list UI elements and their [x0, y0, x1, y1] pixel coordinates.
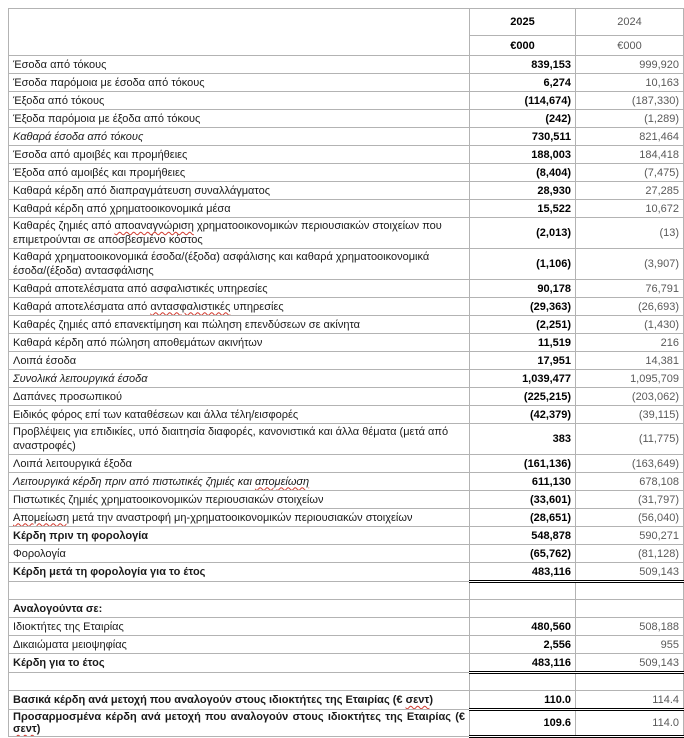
table-row — [9, 545, 684, 563]
table-row — [9, 473, 684, 491]
value-2025: 188,003 — [470, 146, 576, 164]
value-2024: 999,920 — [576, 56, 684, 74]
table-row — [9, 455, 684, 473]
value-2024: (203,062) — [576, 388, 684, 406]
row-label: Φορολογία — [9, 545, 470, 563]
value-2024: 10,163 — [576, 74, 684, 92]
misspelled-word: απομείωση — [254, 475, 310, 488]
value-2025: 1,039,477 — [470, 370, 576, 388]
row-label: Απομείωση μετά την αναστροφή μη-χρηματοοικονομικών περιουσιακών στοιχείων — [9, 509, 470, 527]
value-2025: 480,560 — [470, 618, 576, 636]
value-2025: (2,251) — [470, 316, 576, 334]
value-2024: (163,649) — [576, 455, 684, 473]
spacer-row — [9, 582, 684, 600]
table-row — [9, 316, 684, 334]
misspelled-word: σεντ — [13, 723, 37, 735]
row-label: Έσοδα από αμοιβές και προμήθειες — [9, 146, 470, 164]
misspelled-word: αποαναγνώριση — [114, 220, 194, 232]
value-2024: 76,791 — [576, 280, 684, 298]
table-row — [9, 406, 684, 424]
row-label: Ιδιοκτήτες της Εταιρίας — [9, 618, 470, 636]
table-row — [9, 388, 684, 406]
row-label: Έσοδα παρόμοια με έσοδα από τόκους — [9, 74, 470, 92]
value-2025: 11,519 — [470, 334, 576, 352]
row-label: Έσοδα από τόκους — [9, 56, 470, 74]
row-label: Προσαρμοσμένα κέρδη ανά μετοχή που αναλογούν στους ιδιοκτήτες της Εταιρίας (€ σεντ) — [9, 710, 470, 737]
row-label: Βασικά κέρδη ανά μετοχή που αναλογούν στους ιδιοκτήτες της Εταιρίας (€ σεντ) — [9, 691, 470, 710]
header-label-cell — [9, 9, 470, 56]
empty-cell — [576, 582, 684, 600]
row-label: Πιστωτικές ζημιές χρηματοοικονομικών περιουσιακών στοιχείων — [9, 491, 470, 509]
header-row-years — [9, 9, 684, 36]
value-2025: (114,674) — [470, 92, 576, 110]
row-label: Καθαρά αποτελέσματα από αντασφαλιστικές υπηρεσίες — [9, 298, 470, 316]
table-row — [9, 249, 684, 280]
value-2024: (3,907) — [576, 249, 684, 280]
row-label: Καθαρά χρηματοοικονομικά έσοδα/(έξοδα) ασφάλισης και καθαρά χρηματοοικονομικά έσοδα/(έξοδα) αντασφάλισης — [9, 249, 470, 280]
value-2025: 611,130 — [470, 473, 576, 491]
value-2025: 110.0 — [470, 691, 576, 710]
value-2024: (81,128) — [576, 545, 684, 563]
empty-cell — [576, 673, 684, 691]
value-2025: 28,930 — [470, 182, 576, 200]
value-2025: (8,404) — [470, 164, 576, 182]
table-row — [9, 56, 684, 74]
value-2025: 6,274 — [470, 74, 576, 92]
value-2024: 14,381 — [576, 352, 684, 370]
value-2024: 955 — [576, 636, 684, 654]
row-label: Προβλέψεις για επιδικίες, υπό διαιτησία διαφορές, κανονιστικά και άλλα θέματα (μετά από αναστροφές) — [9, 424, 470, 455]
column-header-2025: 2025 — [470, 9, 576, 36]
value-2024: (13) — [576, 218, 684, 249]
table-row — [9, 654, 684, 673]
value-2024: 590,271 — [576, 527, 684, 545]
row-label: Καθαρά κέρδη από πώληση αποθεμάτων ακινήτων — [9, 334, 470, 352]
row-label: Καθαρές ζημιές από αποαναγνώριση χρηματοοικονομικών περιουσιακών στοιχείων που επιμετρούνται σε αποσβεσμένο κόστος — [9, 218, 470, 249]
misspelled-word: σεντ — [405, 694, 430, 706]
table-row — [9, 128, 684, 146]
spacer-row — [9, 673, 684, 691]
value-2024: (26,693) — [576, 298, 684, 316]
row-label: Καθαρές ζημιές από επανεκτίμηση και πώληση επενδύσεων σε ακίνητα — [9, 316, 470, 334]
table-row — [9, 110, 684, 128]
table-row — [9, 563, 684, 582]
table-row — [9, 636, 684, 654]
table-row — [9, 146, 684, 164]
unit-header-2025: €000 — [470, 36, 576, 56]
row-label: Έξοδα παρόμοια με έξοδα από τόκους — [9, 110, 470, 128]
value-2025: (29,363) — [470, 298, 576, 316]
column-header-2024: 2024 — [576, 9, 684, 36]
row-label: Αναλογούντα σε: — [9, 600, 470, 618]
row-label: Συνολικά λειτουργικά έσοδα — [9, 370, 470, 388]
value-2024: (31,797) — [576, 491, 684, 509]
table-row — [9, 509, 684, 527]
row-label: Κέρδη πριν τη φορολογία — [9, 527, 470, 545]
row-label: Καθαρά κέρδη από χρηματοοικονομικά μέσα — [9, 200, 470, 218]
table-row — [9, 618, 684, 636]
value-2025: 109.6 — [470, 710, 576, 737]
table-row — [9, 600, 684, 618]
value-2025: (42,379) — [470, 406, 576, 424]
value-2025: (28,651) — [470, 509, 576, 527]
table-row — [9, 491, 684, 509]
empty-cell — [9, 582, 470, 600]
value-2025: 17,951 — [470, 352, 576, 370]
empty-cell — [470, 673, 576, 691]
row-label: Δικαιώματα μειοψηφίας — [9, 636, 470, 654]
value-2025: (2,013) — [470, 218, 576, 249]
value-2025: 90,178 — [470, 280, 576, 298]
table-row — [9, 710, 684, 737]
table-row — [9, 691, 684, 710]
value-2025: 483,116 — [470, 654, 576, 673]
value-2025: (225,215) — [470, 388, 576, 406]
value-2024: 114.0 — [576, 710, 684, 737]
value-2024: 508,188 — [576, 618, 684, 636]
value-2024 — [576, 600, 684, 618]
value-2025: 839,153 — [470, 56, 576, 74]
row-label: Καθαρά κέρδη από διαπραγμάτευση συναλλάγματος — [9, 182, 470, 200]
row-label: Κέρδη για το έτος — [9, 654, 470, 673]
value-2024: (1,430) — [576, 316, 684, 334]
value-2024: (7,475) — [576, 164, 684, 182]
value-2024: (1,289) — [576, 110, 684, 128]
value-2025: 383 — [470, 424, 576, 455]
value-2024: 27,285 — [576, 182, 684, 200]
row-label: Έξοδα από αμοιβές και προμήθειες — [9, 164, 470, 182]
value-2024: (56,040) — [576, 509, 684, 527]
value-2025: (161,136) — [470, 455, 576, 473]
table-row — [9, 182, 684, 200]
row-label: Κέρδη μετά τη φορολογία για το έτος — [9, 563, 470, 582]
table-row — [9, 527, 684, 545]
value-2024: 216 — [576, 334, 684, 352]
table-row — [9, 92, 684, 110]
misspelled-word: Απομείωση — [13, 511, 70, 524]
row-label: Δαπάνες προσωπικού — [9, 388, 470, 406]
value-2024: 114.4 — [576, 691, 684, 710]
row-label: Έξοδα από τόκους — [9, 92, 470, 110]
misspelled-word: αντασφαλιστικές — [150, 300, 231, 313]
income-statement-table — [8, 8, 684, 738]
value-2025: 15,522 — [470, 200, 576, 218]
row-label: Ειδικός φόρος επί των καταθέσεων και άλλα τέλη/εισφορές — [9, 406, 470, 424]
table-row — [9, 218, 684, 249]
value-2024: 678,108 — [576, 473, 684, 491]
value-2024: (39,115) — [576, 406, 684, 424]
value-2024: 509,143 — [576, 563, 684, 582]
value-2024: (11,775) — [576, 424, 684, 455]
table-row — [9, 424, 684, 455]
empty-cell — [9, 673, 470, 691]
value-2024: (187,330) — [576, 92, 684, 110]
value-2025: (33,601) — [470, 491, 576, 509]
table-row — [9, 164, 684, 182]
table-row — [9, 74, 684, 92]
value-2024: 1,095,709 — [576, 370, 684, 388]
row-label: Λειτουργικά κέρδη πριν από πιστωτικές ζημιές και απομείωση — [9, 473, 470, 491]
unit-header-2024: €000 — [576, 36, 684, 56]
row-label: Καθαρά έσοδα από τόκους — [9, 128, 470, 146]
row-label: Καθαρά αποτελέσματα από ασφαλιστικές υπηρεσίες — [9, 280, 470, 298]
value-2024: 509,143 — [576, 654, 684, 673]
value-2025 — [470, 600, 576, 618]
value-2025: (242) — [470, 110, 576, 128]
table-row — [9, 298, 684, 316]
table-body — [9, 56, 684, 737]
table-row — [9, 370, 684, 388]
table-row — [9, 200, 684, 218]
value-2025: 730,511 — [470, 128, 576, 146]
value-2025: 2,556 — [470, 636, 576, 654]
table-row — [9, 352, 684, 370]
value-2024: 10,672 — [576, 200, 684, 218]
value-2024: 821,464 — [576, 128, 684, 146]
value-2025: (1,106) — [470, 249, 576, 280]
value-2024: 184,418 — [576, 146, 684, 164]
table-row — [9, 334, 684, 352]
value-2025: 483,116 — [470, 563, 576, 582]
value-2025: (65,762) — [470, 545, 576, 563]
value-2025: 548,878 — [470, 527, 576, 545]
table-row — [9, 280, 684, 298]
row-label: Λοιπά έσοδα — [9, 352, 470, 370]
row-label: Λοιπά λειτουργικά έξοδα — [9, 455, 470, 473]
empty-cell — [470, 582, 576, 600]
